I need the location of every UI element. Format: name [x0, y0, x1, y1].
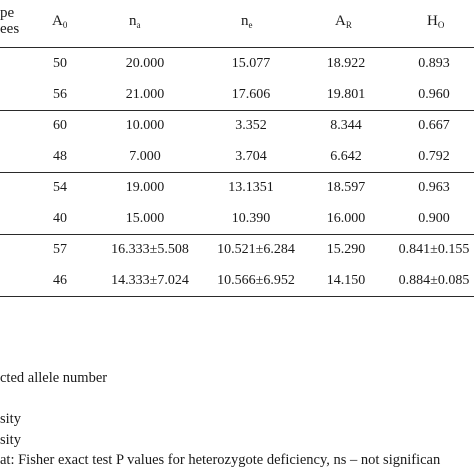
group-rule-2 — [0, 172, 474, 173]
table-cell: 6.642 — [330, 149, 362, 164]
table-cell: 60 — [53, 118, 67, 133]
table-cell: 0.963 — [418, 180, 450, 195]
bottom-rule — [0, 296, 474, 297]
table-cell: 0.884±0.085 — [398, 273, 470, 288]
table-cell: 46 — [53, 273, 67, 288]
table-cell: 3.704 — [235, 149, 267, 164]
table-cell: 16.333±5.508 — [111, 242, 189, 257]
table-cell: 15.290 — [326, 242, 366, 257]
table-cell: 8.344 — [330, 118, 362, 133]
column-header-a0: $A_0$ — [52, 13, 68, 30]
table-cell: 54 — [53, 180, 67, 195]
table-cell: 15.077 — [231, 56, 271, 71]
table-cell: 10.521±6.284 — [217, 242, 295, 257]
table-cell: 0.893 — [418, 56, 450, 71]
table-cell: 15.000 — [125, 211, 165, 226]
table-cell: 56 — [53, 87, 67, 102]
footnote: at: Fisher exact test P values for heterozygote deficiency, ns – not significan — [0, 452, 441, 468]
table-cell: 50 — [53, 56, 67, 71]
table-cell: 16.000 — [326, 211, 366, 226]
table-cell: 19.000 — [125, 180, 165, 195]
table-cell: 17.606 — [231, 87, 271, 102]
table-cell: 14.333±7.024 — [111, 273, 189, 288]
table-cell: 0.960 — [418, 87, 450, 102]
group-rule-1 — [0, 110, 474, 111]
table-cell: 14.150 — [326, 273, 366, 288]
table-cell: 21.000 — [125, 87, 165, 102]
table-cell: 10.390 — [231, 211, 271, 226]
first-column-header-line2: ees — [0, 21, 20, 37]
table-cell: 7.000 — [129, 149, 161, 164]
column-header-ar: $A_R$ — [335, 13, 352, 30]
table-cell: 19.801 — [326, 87, 366, 102]
table-cell: 0.792 — [418, 149, 450, 164]
footnote: sity — [0, 411, 21, 427]
table-cell: 3.352 — [235, 118, 267, 133]
group-rule-3 — [0, 234, 474, 235]
table-cell: 10.000 — [125, 118, 165, 133]
table-cell: 48 — [53, 149, 67, 164]
table-cell: 13.1351 — [228, 180, 274, 195]
table-cell: 0.841±0.155 — [398, 242, 470, 257]
table-cell: 18.922 — [326, 56, 366, 71]
footnote: cted allele number — [0, 370, 108, 386]
table-cell: 0.900 — [418, 211, 450, 226]
table-cell: 57 — [53, 242, 67, 257]
table-cell: 20.000 — [125, 56, 165, 71]
table-cell: 40 — [53, 211, 67, 226]
table-cell: 10.566±6.952 — [217, 273, 295, 288]
header-rule — [0, 47, 474, 48]
column-header-ho: $H_O$ — [427, 13, 445, 30]
table-cell: 0.667 — [418, 118, 450, 133]
table-cell: 18.597 — [326, 180, 366, 195]
footnote: sity — [0, 432, 21, 448]
first-column-header-line1: pe — [0, 5, 15, 21]
column-header-ne: $n_e$ — [241, 13, 253, 30]
column-header-na: $n_a$ — [129, 13, 141, 30]
